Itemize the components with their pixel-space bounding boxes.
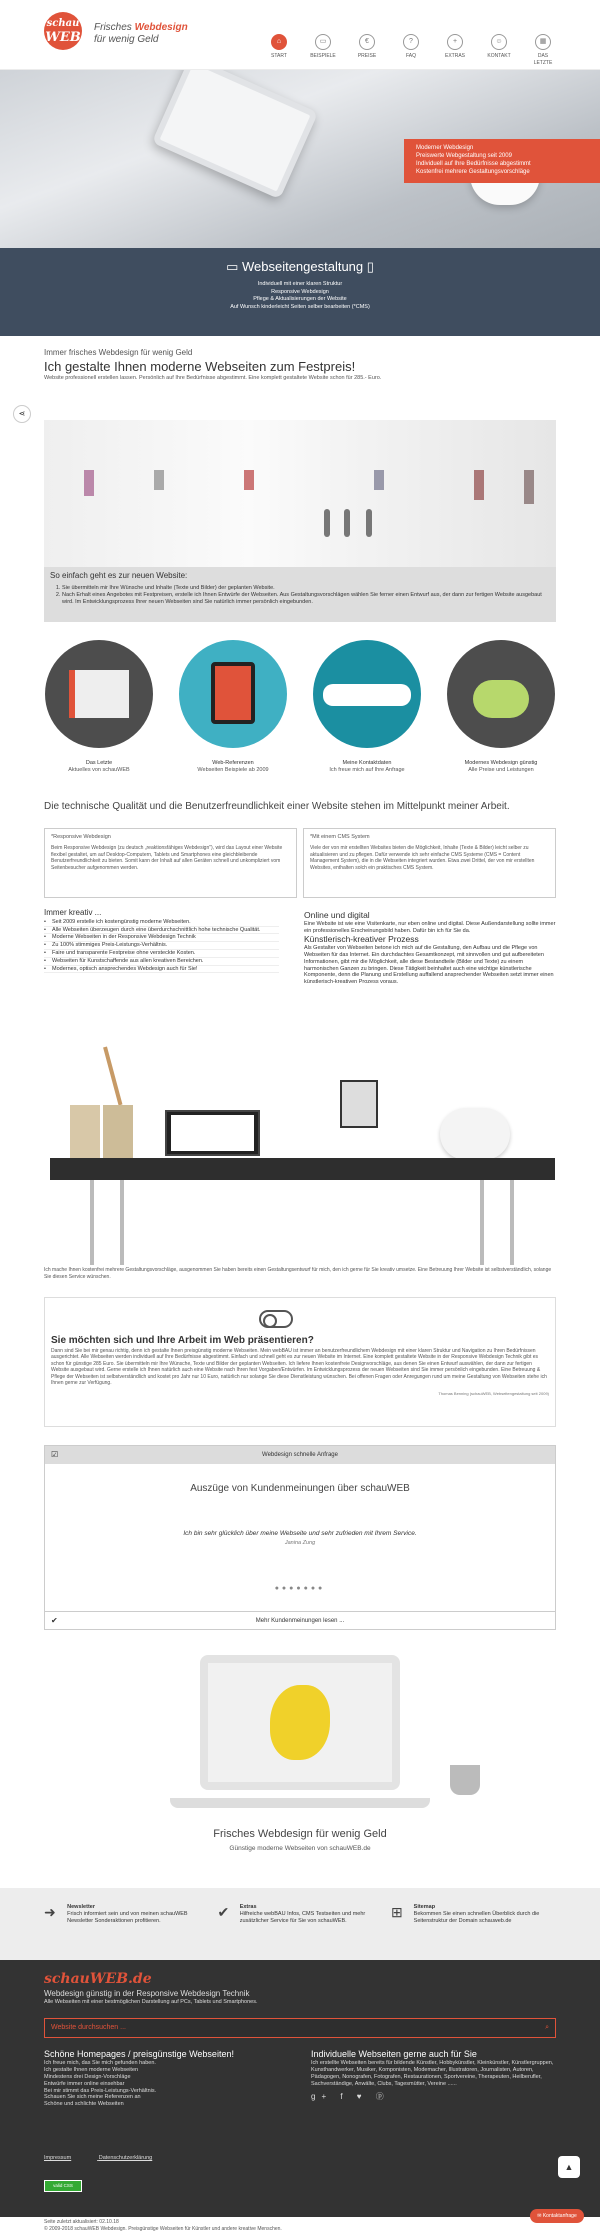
home-icon: ⌂ <box>271 34 287 50</box>
last-updated: Seite zuletzt aktualisiert: 02.10.18 <box>44 2219 119 2225</box>
frame-decor <box>374 470 384 490</box>
list-item: • Modernes, optisch ansprechendes Webdesign auch für Sie! <box>44 966 279 974</box>
circle-label: Das Letzte <box>85 760 113 766</box>
list-item: • Seit 2009 erstelle ich kostengünstig moderne Webseiten. <box>44 919 279 927</box>
present-text: Dann sind Sie bei mir genau richtig, denn ich gestalte Ihnen preisgünstig moderne Webseiten. Mein webBAU ist immer an benutzerfreundlichem Webdesign mit einer klaren Struktur und Navigation zu Ihren Bedürfnissen ausgerichtet. Alle Webseiten werden individuell auf Ihre Bedürfnisse abgestimmt. Einfach und schnell geht es zur neuen Website im Internet. Eine komplett gestaltete Website in der Responsive Webdesign Technik gibt es schon für günstige 285 Euro. Sie übermitteln mir Ihre Wünsche, Texte und Bilder der geplanten Webseiten. Ich liefere Ihnen kostenfreie Designvorschläge, aus denen Sie einen Entwurf auswählen, der dann zur fertigen Website ausgebaut wird. Gerne erstelle ich Ihnen natürlich auch eine Website nach Ihren fest Vorgaben/Entwürfen. Im Entwicklungsprozess der neuen Webseiten sind Sie immer persönlich eingebunden. Eine Betreuung & Pflege der Webseiten ist selbstverständlich und kostet pro Jahr nur 10 Euro, natürlich nur solange Sie diese Dienstleistung wünschen. Bei offenen Fragen oder Anregungen rund um meine Gestaltung von Webseiten stehe ich Ihnen gerne zur Verfügung. <box>51 1347 547 1387</box>
step-item: 2. Nach Erhalt eines Angebotes mit Festpreisen, erstelle ich Ihnen Entwürfe der Webseiten. Aus Gestaltungsvorschlägen wählen Sie ferner einen Entwurf aus, der dann zur fertigen Website ausgebaut wird. Im Entwicklungsprozess Ihrer neuen Webseiten sind Sie natürlich immer persönlich eingebunden. <box>62 592 550 606</box>
process-text <box>304 910 556 986</box>
footer-col-head: Individuelle Webseiten gerne auch für Sie <box>311 2049 477 2060</box>
footer-line: Ich freue mich, das Sie mich gefunden haben. <box>44 2060 156 2067</box>
person-decor <box>366 509 372 537</box>
hero-highlight-box <box>404 139 600 183</box>
responsive-box <box>44 828 297 898</box>
frame-decor <box>524 470 534 504</box>
box-head: *Responsive Webdesign <box>51 834 111 840</box>
contact-request-button[interactable] <box>530 2209 584 2223</box>
circle-sub: Ich freue mich auf Ihre Anfrage <box>329 767 405 773</box>
person-decor <box>344 509 350 537</box>
grid-icon: ▦ <box>535 34 551 50</box>
quick-request-label: Webdesign schnelle Anfrage <box>262 1452 338 1458</box>
circle-label: Meine Kontaktdaten <box>342 760 392 766</box>
hero-band-line: Pflege & Aktualisierungen der Website <box>253 296 347 302</box>
hero-box-line: Moderner Webdesign <box>416 145 474 151</box>
circle-label: Web-Referenzen <box>212 760 254 766</box>
share-icon[interactable]: ⋖ <box>13 405 31 423</box>
sitemap-icon: ⊞ <box>391 1904 403 1920</box>
page-title: Ich gestalte Ihnen moderne Webseiten zum Festpreis! <box>44 358 356 374</box>
handshake-icon <box>313 640 421 748</box>
footer-line: Mindestens drei Design-Vorschläge <box>44 2073 131 2080</box>
nav-label: FAQ <box>405 53 416 59</box>
site-logo[interactable] <box>44 12 82 50</box>
footer-col-head: Schöne Homepages / preisgünstige Webseiten! <box>44 2049 234 2060</box>
creative-list <box>44 910 279 973</box>
mug-decor <box>450 1765 480 1795</box>
desk-leg <box>510 1180 514 1265</box>
desk-leg <box>90 1180 94 1265</box>
search-input[interactable] <box>44 2018 556 2038</box>
hero-band-title-text: Webseitengestaltung <box>241 259 364 274</box>
present-title: Sie möchten sich und Ihre Arbeit im Web präsentieren? <box>51 1335 314 1346</box>
desk-top <box>50 1158 555 1180</box>
frame-decor <box>84 470 94 496</box>
box-head: *Mit einem CMS System <box>310 834 370 840</box>
nav-label: START <box>271 53 287 59</box>
tablet-hand-icon <box>179 640 287 748</box>
testimonial-author: Janina Zung <box>284 1540 316 1547</box>
hero-band-title <box>0 258 600 275</box>
site-footer <box>0 1960 600 2217</box>
contact-request-label: Kontaktanfrage <box>542 2213 577 2219</box>
mail-icon: ✉ <box>537 2213 543 2219</box>
promo-title: Frisches Webdesign für wenig Geld <box>213 1828 387 1840</box>
carousel-dots[interactable]: ●●●●●●● <box>274 1584 326 1592</box>
nav-item-extras[interactable] <box>440 34 470 67</box>
monitor-icon: ▭ <box>315 34 331 50</box>
person-decor <box>324 509 330 537</box>
process-head-creative: Künstlerisch-kreativer Prozess <box>304 934 419 945</box>
circle-sub: Webseiten Beispiele ab 2009 <box>197 767 269 773</box>
laptop-decor <box>165 1110 260 1156</box>
list-item: • Moderne Webseiten in der Responsive Webdesign Technik <box>44 934 279 942</box>
box-text: Viele der von mir erstellten Websites bieten die Möglichkeit, Inhalte (Texte & Bilder) leicht selber zu aktualisieren und zu pflegen. Dafür verwende ich sehr einfache CMS Systeme (CMS = Content Management System), die in die Webseiten integriert wurden. Etwa zwei Drittel, der von mir erstellten Websites, enthalten solch ein praktisches CMS System. <box>310 844 535 872</box>
arrow-in-icon: ➜ <box>44 1904 56 1920</box>
nav-item-beispiele[interactable] <box>308 34 338 67</box>
piggy-bank-icon <box>447 640 555 748</box>
hero-band-line: Auf Wunsch kinderleicht Seiten selber bearbeiten (*CMS) <box>230 303 370 310</box>
hero-box-line: Kostenfrei mehrere Gestaltungsvorschläge <box>416 169 530 175</box>
more-reviews-label: Mehr Kundenmeinungen lesen ... <box>255 1618 345 1624</box>
desk-leg <box>480 1180 484 1265</box>
info-strip <box>0 1888 600 1960</box>
circle-label: Modernes Webdesign günstig <box>464 760 538 766</box>
gallery-image <box>44 420 556 567</box>
strip-sitemap[interactable] <box>391 1904 556 1960</box>
laptop-base <box>170 1798 430 1808</box>
folder-box-decor <box>70 1105 100 1158</box>
tagline-bold: Webdesign <box>134 22 188 33</box>
footer-line: Entwürfe immer online einsehbar <box>44 2080 125 2087</box>
back-to-top-button[interactable] <box>558 2156 580 2178</box>
steps-box <box>44 567 556 622</box>
edit-icon: ☑ <box>51 1450 59 1459</box>
nav-label: EXTRAS <box>444 53 465 59</box>
laptop-promo-image <box>130 1655 470 1820</box>
photo-frame-decor <box>340 1080 378 1128</box>
piggy-bank-decor <box>440 1108 510 1160</box>
footer-col-text: Ich erstellte Webseiten bereits für bildende Künstler, Hobbykünstler, Kleinkünstler, Künstlergruppen, Kunsthandwerker, Musiker, Komponisten, Modemacher, Illustratoren, Journalisten, Autoren, Pädagogen, Nonografen, Fotografen, Restaurationen, Sportvereine, Therapeuten, Heilberufler, Sachverständige, Anwälte, Clubs, Tagesmütter, Vereine ...... <box>311 2060 554 2087</box>
info-boxes <box>44 828 556 898</box>
hero-band <box>0 248 600 336</box>
hero-box-line: Individuell auf Ihre Bedürfnisse abgestimmt <box>416 161 531 167</box>
site-header <box>0 0 600 70</box>
social-icons[interactable]: g+ f ♥ ⓟ <box>311 2091 390 2101</box>
desk-leg <box>120 1180 124 1265</box>
hero-band-line: Individuell mit einer klaren Struktur <box>257 281 343 287</box>
strip-text: Frisch informiert sein und von meinen schauWEB Newsletter Sonderaktionen profitieren. <box>67 1910 188 1924</box>
logo-line1: schau <box>46 18 80 29</box>
cms-box <box>303 828 556 898</box>
circle-das-letzte[interactable] <box>44 640 154 774</box>
search-icon[interactable]: ⌕ <box>545 2024 549 2032</box>
strip-text: Hilfreiche webBAU Infos, CMS Testseiten und mehr zusätzlicher Service für Sie von schauWEB. <box>239 1910 366 1924</box>
process-text-online: Eine Website ist wie eine Visitenkarte, nur eben online und digital. Diese Außendarstellung sollte immer ein professionelles Erscheinungsbild haben. Dafür bin ich für Sie da. <box>304 920 556 934</box>
toggle-icon <box>259 1310 293 1328</box>
user-icon: ☺ <box>491 34 507 50</box>
nav-item-preise[interactable] <box>352 34 382 67</box>
intro-section <box>44 348 556 382</box>
present-section <box>44 1297 556 1427</box>
impressum-link[interactable]: Impressum <box>44 2155 72 2161</box>
copyright: © 2009-2018 schauWEB Webdesign. Preisgünstige Webseiten für Künstler und andere kreative Menschen. <box>44 2226 282 2232</box>
feature-circles <box>44 640 556 774</box>
folder-box-decor <box>103 1105 133 1158</box>
wooden-figure-decor <box>103 1035 167 1106</box>
circle-sub: Aktuelles von schauWEB <box>68 767 130 773</box>
tagline-post: für wenig Geld <box>94 34 159 45</box>
site-tagline <box>94 22 188 46</box>
testimonials <box>44 1445 556 1630</box>
circle-preise[interactable] <box>446 640 556 774</box>
nav-label: PREISE <box>357 53 377 59</box>
main-nav <box>264 34 558 67</box>
list-item: • Webseiten für Kunstschaffende aus allen kreativen Bereichen. <box>44 958 279 966</box>
footer-slogan2: Alle Webseiten mit einer bestmöglichen Darstellung auf PCs, Tablets und Smartphones. <box>44 1998 258 2005</box>
process-head-online: Online und digital <box>304 910 370 920</box>
nav-item-start[interactable] <box>264 34 294 67</box>
valid-css-badge[interactable]: valid CSS <box>44 2180 82 2192</box>
bottom-bar <box>0 2217 600 2237</box>
testimonials-title: Auszüge von Kundenmeinungen über schauWEB <box>190 1483 410 1494</box>
frame-decor <box>154 470 164 490</box>
nav-label: BEISPIELE <box>310 53 336 59</box>
strip-newsletter[interactable] <box>44 1904 209 1960</box>
frame-decor <box>474 470 484 500</box>
check-icon: ✔ <box>51 1616 58 1625</box>
tagline-pre: Frisches <box>94 22 135 33</box>
list-item: • Faire und transparente Festpreise ohne versteckte Kosten. <box>44 950 279 958</box>
footer-links <box>44 2155 178 2162</box>
check-icon: ✔ <box>217 1904 230 1920</box>
hero-box-line: Preiswerte Webgestaltung seit 2009 <box>416 153 512 159</box>
plus-icon: + <box>447 34 463 50</box>
question-icon: ? <box>403 34 419 50</box>
hero-image <box>0 70 600 248</box>
quality-heading: Die technische Qualität und die Benutzerfreundlichkeit einer Website stehen im Mittelpunkt meiner Arbeit. <box>44 801 510 812</box>
frame-decor <box>244 470 254 490</box>
nav-item-faq[interactable] <box>396 34 426 67</box>
strip-head: Newsletter <box>67 1904 95 1910</box>
nav-item-kontakt[interactable] <box>484 34 514 67</box>
intro-kicker: Immer frisches Webdesign für wenig Geld <box>44 348 193 357</box>
quick-request-bar[interactable] <box>45 1446 555 1464</box>
steps-list <box>50 585 550 606</box>
circle-sub: Alle Preise und Leistungen <box>468 767 534 773</box>
footer-col-right <box>311 2048 556 2108</box>
search-placeholder: Website durchsuchen ... <box>51 2024 126 2032</box>
chevron-up-icon: ▲ <box>564 2162 574 2172</box>
strip-text: Bekommen Sie einen schnellen Überblick durch die Seitenstruktur der Domain schauweb.de <box>413 1910 540 1924</box>
step-item: 1. Sie übermitteln mir Ihre Wünsche und Inhalte (Texte und Bilder) der geplanten Website. <box>62 585 550 592</box>
steps-title: So einfach geht es zur neuen Website: <box>50 571 188 580</box>
book-icon <box>45 640 153 748</box>
desk-illustration <box>30 1030 570 1265</box>
nav-label: KONTAKT <box>487 53 511 59</box>
intro-text: Website professionell erstellen lassen. Persönlich auf Ihre Bedürfnisse abgestimmt. Eine komplett gestaltete Website schon für 285.- Euro. <box>44 374 382 381</box>
strip-head: Sitemap <box>413 1904 436 1910</box>
nav-item-das-letzte[interactable] <box>528 34 558 67</box>
footer-col-left <box>44 2048 289 2108</box>
footer-line: Bei mir stimmt das Preis-Leistungs-Verhältnis. <box>44 2087 157 2094</box>
list-item: • Zu 100% stimmiges Preis-Leistungs-Verhältnis. <box>44 942 279 950</box>
logo-line2: WEB <box>45 30 81 45</box>
desk-note: Ich mache Ihnen kostenfrei mehrere Gestaltungsvorschläge, ausgenommen Sie haben bereits einen Gestaltungsentwurf für mich, den ich gerne für Sie kreativ umsetze. Eine Betreuung Ihrer Website ist selbstverständlich, solange Sie diesen Service wünschen. <box>44 1267 552 1280</box>
footer-slogan: Webdesign günstig in der Responsive Webdesign Technik <box>44 1988 250 1998</box>
nav-label: DAS LETZTE <box>533 53 553 66</box>
footer-columns <box>44 2048 556 2108</box>
more-reviews-button[interactable] <box>45 1611 555 1629</box>
present-signature: Thomas Benning (schauWEB, Webseitengestaltung seit 2009) <box>438 1391 549 1397</box>
monitor-icon: ▭ <box>226 259 242 274</box>
circle-web-referenzen[interactable] <box>178 640 288 774</box>
hero-band-line: Responsive Webdesign <box>271 288 329 295</box>
strip-extras[interactable] <box>218 1904 383 1960</box>
footer-line[interactable]: Schauen Sie sich meine Referenzen an <box>44 2094 141 2101</box>
process-text-creative: Als Gestalter von Webseiten betone ich mich auf die Gestaltung, den Aufbau und die Pflege von Webseiten für das Internet. Ein durchdachtes Gesamtkonzept, mit sinnvollen und gut aufbereiteten Informationen, gibt mir die Möglichkeit, alle diese Bestandteile (Bilder und Texte) zu einem harmonischen Ganzen zu bringen. Diese Tätigkeit beinhaltet auch eine wichtige künstlerische Komponente, denn die Planung und Erstellung auffallend ansprechender Webseiten setzt immer einen künstlerisch-kreativen Prozess voraus. <box>304 945 554 986</box>
promo-subtitle: Günstige moderne Webseiten von schauWEB.de <box>229 1845 371 1852</box>
privacy-link[interactable]: Datenschutzerklärung <box>98 2155 153 2161</box>
strip-head: Extras <box>239 1904 257 1910</box>
yellow-object-decor <box>270 1685 330 1760</box>
footer-line: Ich gestalte Ihnen moderne Webseiten <box>44 2067 139 2074</box>
list-item: • Alle Webseiten überzeugen durch eine überdurchschnittlich hohe technische Qualität. <box>44 927 279 935</box>
circle-kontakt[interactable] <box>312 640 422 774</box>
box-text: Beim Responsive Webdesign (zu deutsch „reaktionsfähiges Webdesign"), wird das Layout einer Website flexibel gestaltet, um auf Desktop-Computern, Tablets und Smartphones eine gleichbleibende Benutzerfreundlichkeit zu bieten. Somit kann der Inhalt auf allen Geräten schnell und unkompliziert vom Seitenbesucher aufgenommen werden. <box>51 844 283 872</box>
euro-icon: € <box>359 34 375 50</box>
tablet-illustration <box>152 70 319 199</box>
testimonial-quote: Ich bin sehr glücklich über meine Webseite und sehr zufrieden mit Ihrem Service. <box>183 1529 417 1537</box>
creative-list-head: Immer kreativ ... <box>44 908 102 917</box>
devices-icon: ▯ <box>363 259 374 274</box>
footer-line: Schöne und schlichte Webseiten <box>44 2101 124 2108</box>
footer-brand: schauWEB.de <box>44 1971 152 1987</box>
